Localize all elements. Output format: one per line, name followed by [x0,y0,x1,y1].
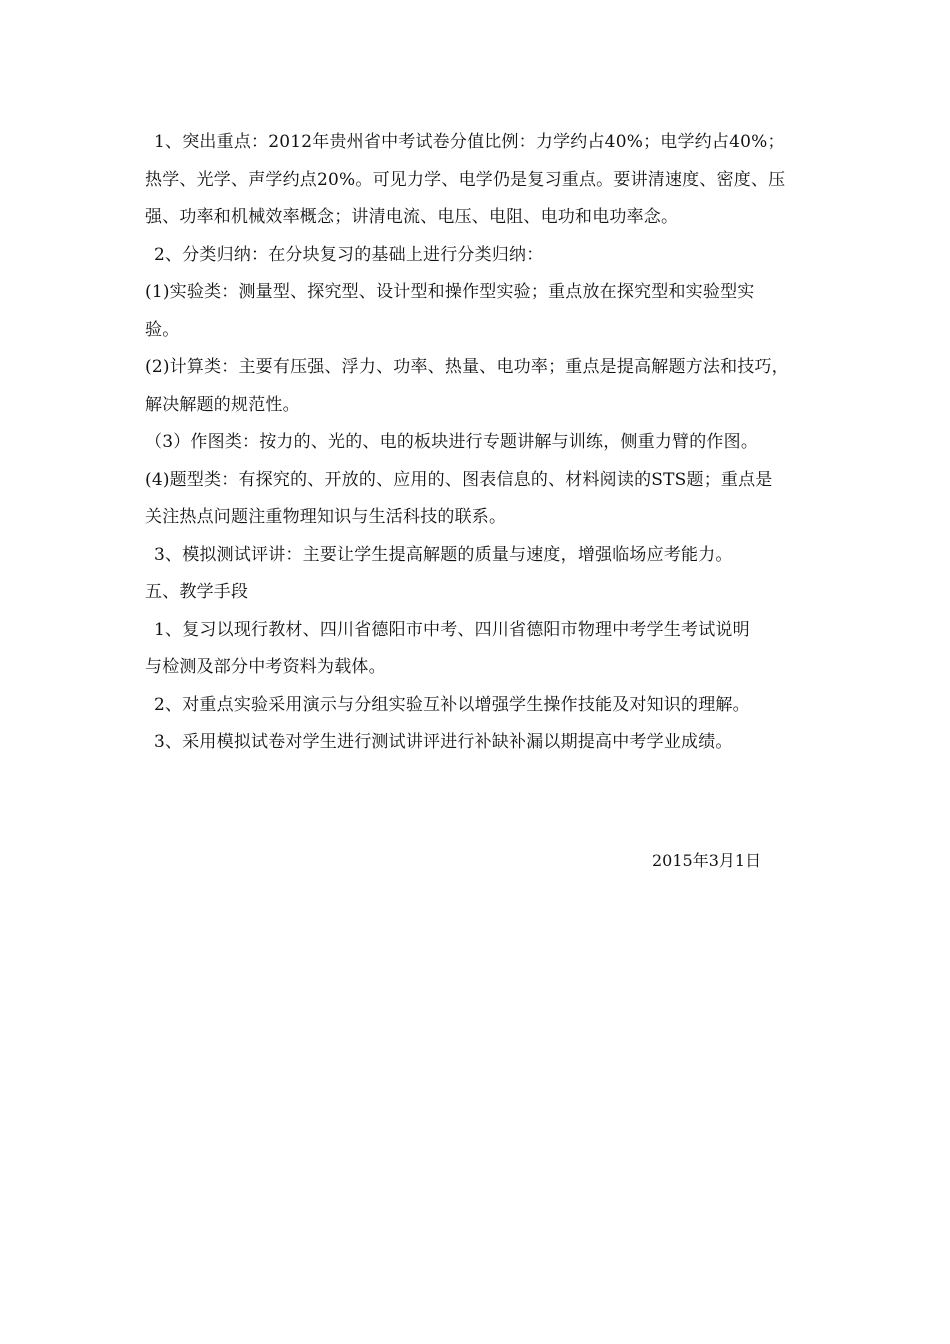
paragraph-line: 1、复习以现行教材、四川省德阳市中考、四川省德阳市物理中考学生考试说明 [154,619,750,640]
paragraph-line: 解决解题的规范性。 [145,394,300,415]
paragraph-line: （3）作图类：按力的、光的、电的板块进行专题讲解与训练，侧重力臂的作图。 [145,432,759,452]
document-date: 2015年3月1日 [652,851,762,870]
paragraph-line: 2、对重点实验采用演示与分组实验互补以增强学生操作技能及对知识的理解。 [154,694,750,715]
paragraph-line: (2)计算类：主要有压强、浮力、功率、热量、电功率；重点是提高解题方法和技巧， [145,357,789,377]
document-body [145,124,815,762]
paragraph-line: 热学、光学、声学约点20%。可见力学、电学仍是复习重点。要讲清速度、密度、压 [145,169,786,190]
paragraph-line: 2、分类归纳：在分块复习的基础上进行分类归纳： [154,244,544,265]
paragraph-line: 与检测及部分中考资料为载体。 [145,657,386,677]
paragraph-line: 关注热点问题注重物理知识与生活科技的联系。 [145,507,507,527]
paragraph-line: (1)实验类：测量型、探究型、设计型和操作型实验；重点放在探究型和实验型实 [145,282,755,302]
section-heading: 五、教学手段 [145,582,249,602]
paragraph-line: 3、模拟测试评讲：主要让学生提高解题的质量与速度，增强临场应考能力。 [154,544,733,565]
paragraph-line: 3、采用模拟试卷对学生进行测试讲评进行补缺补漏以期提高中考学业成绩。 [154,732,733,752]
paragraph-line: (4)题型类：有探究的、开放的、应用的、图表信息的、材料阅读的STS题；重点是 [145,469,773,490]
paragraph-line: 验。 [145,319,180,340]
paragraph-line: 1、突出重点：2012年贵州省中考试卷分值比例：力学约占40%；电学约占40%； [154,132,785,152]
paragraph-line: 强、功率和机械效率概念；讲清电流、电压、电阻、电功和电功率念。 [145,207,679,227]
